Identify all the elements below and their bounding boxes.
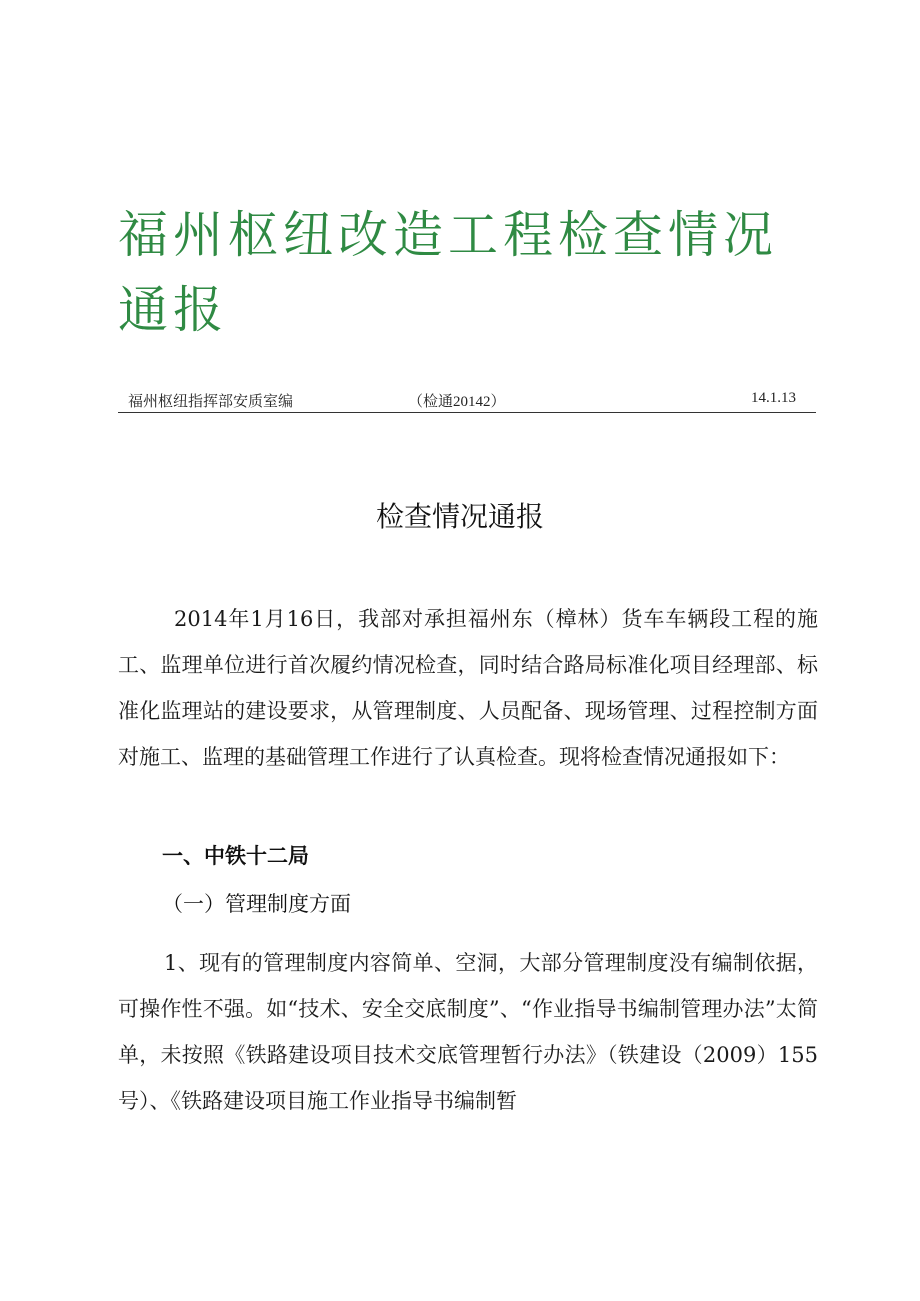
section-heading: 一、中铁十二局 bbox=[162, 844, 309, 868]
issue-code: （检通20142） bbox=[408, 394, 506, 410]
main-title: 福州枢纽改造工程检查情况通报 bbox=[118, 206, 778, 339]
issue-meta-line bbox=[118, 388, 816, 413]
issuing-organization: 福州枢纽指挥部安质室编 bbox=[128, 394, 294, 410]
subsection-heading: （一）管理制度方面 bbox=[162, 892, 351, 916]
intro-paragraph: 2014年1月16日，我部对承担福州东（樟林）货车车辆段工程的施工、监理单位进行首次履约情况检查，同时结合路局标准化项目经理部、标准化监理站的建设要求，从管理制度、人员配备、现场管理、过程控制方面对施工、监理的基础管理工作进行了认真检查。现将检查情况通报如下： bbox=[118, 607, 818, 769]
document-heading: 检查情况通报 bbox=[375, 500, 544, 533]
item-paragraph: 1、现有的管理制度内容简单、空洞，大部分管理制度没有编制依据，可操作性不强。如“技术、安全交底制度”、“作业指导书编制管理办法”太简单，未按照《铁路建设项目技术交底管理暂行办法》（铁建设（2009）155号）、《铁路建设项目施工作业指导书编制暂 bbox=[118, 951, 818, 1113]
issue-date: 14.1.13 bbox=[751, 390, 796, 406]
